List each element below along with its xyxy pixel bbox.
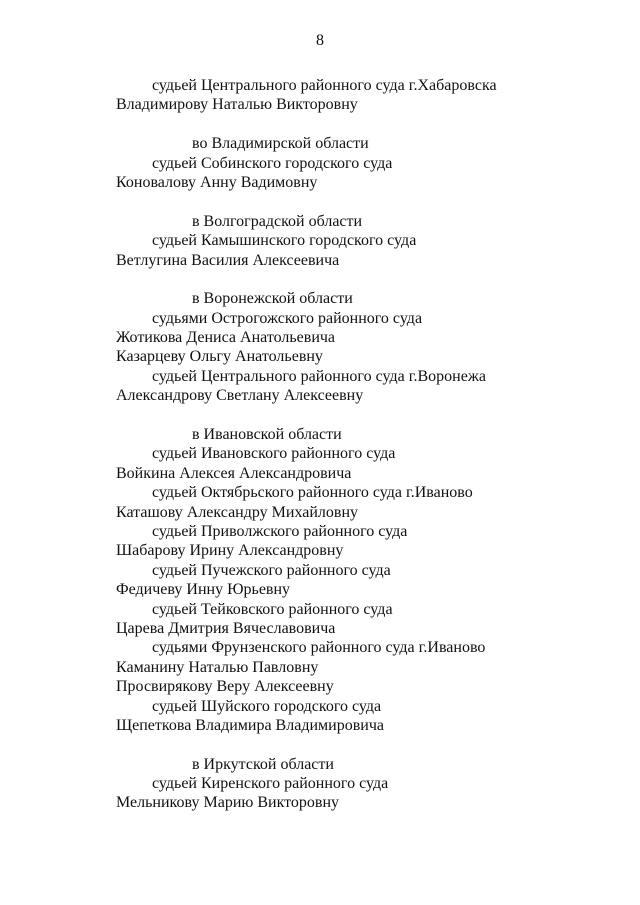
region-heading: в Воронежской области (192, 290, 353, 308)
person-name: Федичеву Инну Юрьевну (116, 581, 291, 599)
court-line: судьей Тейковского районного суда (152, 600, 393, 618)
person-name: Ветлугина Василия Алексеевича (116, 251, 340, 269)
blank-line (0, 192, 640, 211)
court-line: судьями Острогожского районного суда (152, 309, 423, 327)
blank-line (0, 406, 640, 425)
blank-line (0, 115, 640, 134)
court-line: судьей Пучежского районного суда (152, 561, 391, 579)
person-name: Мельникову Марию Викторовну (116, 794, 340, 812)
person-name: Царева Дмитрия Вячеславовича (116, 619, 336, 637)
person-name: Каташову Александру Михайловну (116, 503, 359, 521)
person-name: Шабарову Ирину Александровну (116, 542, 344, 560)
region-heading: в Иркутской области (192, 755, 334, 773)
court-line: судьей Камышинского городского суда (152, 232, 417, 250)
person-name: Войкина Алексея Александровича (116, 464, 352, 482)
region-heading: в Волгоградской области (192, 212, 363, 230)
person-name: Каманину Наталью Павловну (116, 658, 319, 676)
person-name: Александрову Светлану Алексеевну (116, 387, 364, 405)
court-line: судьей Центрального районного суда г.Хабаровска (152, 77, 497, 94)
court-line: судьей Октябрьского районного суда г.Иваново (152, 484, 473, 502)
person-name: Щепеткова Владимира Владимировича (116, 716, 384, 734)
blank-line (0, 270, 640, 289)
region-heading: в Ивановской области (192, 426, 342, 444)
region-heading: во Владимирской области (192, 135, 369, 153)
page-number: 8 (316, 32, 324, 49)
court-line: судьей Приволжского районного суда (152, 522, 408, 540)
court-line: судьей Центрального районного суда г.Воронежа (152, 367, 486, 385)
court-line: судьей Киренского районного суда (152, 775, 389, 793)
appointment-list (0, 76, 640, 813)
court-line: судьей Собинского городского суда (152, 154, 393, 172)
person-name: Просвирякову Веру Алексеевну (116, 678, 334, 696)
court-line: судьей Ивановского районного суда (152, 445, 396, 463)
court-line: судьями Фрунзенского районного суда г.Иваново (152, 639, 486, 657)
blank-line (0, 735, 640, 754)
person-name: Казарцеву Ольгу Анатольевну (116, 348, 323, 366)
person-name: Коновалову Анну Вадимовну (116, 173, 318, 191)
court-line: судьей Шуйского городского суда (152, 697, 382, 715)
person-name: Жотикова Дениса Анатольевича (116, 329, 336, 347)
person-name: Владимирову Наталью Викторовну (116, 96, 358, 114)
